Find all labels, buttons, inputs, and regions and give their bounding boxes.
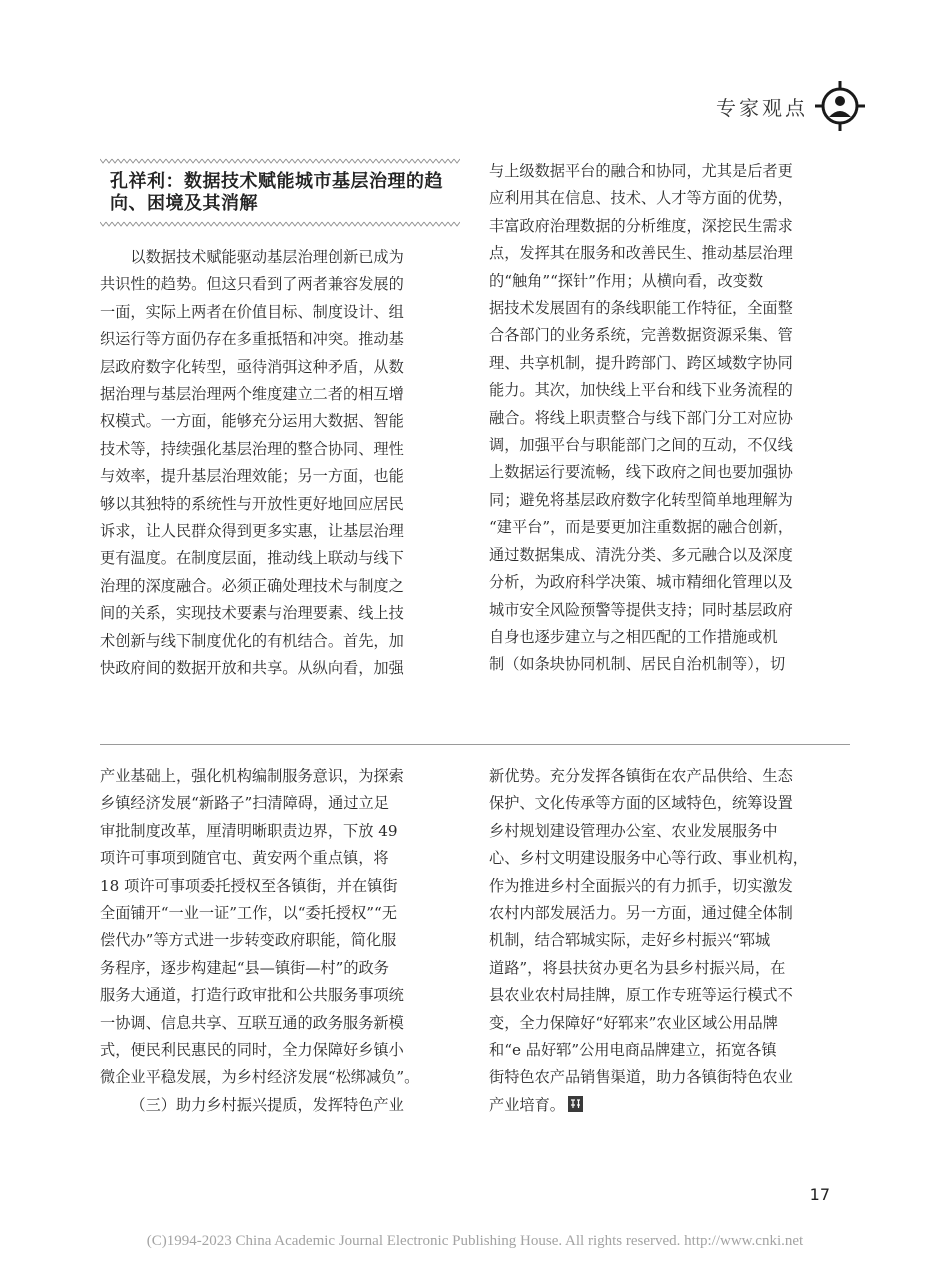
text-line: 与效率，提升基层治理效能；另一方面，也能 xyxy=(100,467,404,486)
text-line: 道路”，将县扶贫办更名为县乡村振兴局，在 xyxy=(489,958,786,977)
text-line: 全面铺开“一业一证”工作，以“委托授权”“无 xyxy=(100,904,398,923)
text-line: 农村内部发展活力。另一方面，通过健全体制 xyxy=(489,904,793,923)
text-line: 微企业平稳发展，为乡村经济发展“松绑减负”。 xyxy=(100,1068,420,1087)
text-line: 制（如条块协同机制、居民自治机制等），切 xyxy=(489,655,786,674)
text-line: 上数据运行要流畅，线下政府之间也要加强协 xyxy=(489,463,793,482)
text-line: 偿代办”等方式进一步转变政府职能，简化服 xyxy=(100,931,397,950)
text-line: 点，发挥其在服务和改善民生、推动基层治理 xyxy=(489,244,793,263)
second-article-column-left xyxy=(100,763,462,1119)
article-column-right xyxy=(489,158,851,679)
text-line: 务程序，逐步构建起“县—镇街—村”的政务 xyxy=(100,958,389,977)
section-divider xyxy=(100,744,850,745)
text-line: 织运行等方面仍存在多重抵牾和冲突。推动基 xyxy=(100,330,404,349)
text-line: 城市安全风险预警等提供支持；同时基层政府 xyxy=(489,600,793,619)
text-line: 自身也逐步建立与之相匹配的工作措施或机 xyxy=(489,627,778,646)
text-line: 能力。其次，加快线上平台和线下业务流程的 xyxy=(489,381,793,400)
second-article-column-right xyxy=(489,763,851,1119)
text-line: 通过数据集成、清洗分类、多元融合以及深度 xyxy=(489,545,793,564)
text-line: 共识性的趋势。但这只看到了两者兼容发展的 xyxy=(100,275,404,294)
text-line: 和“e 品好郓”公用电商品牌建立，拓宽各镇 xyxy=(489,1041,777,1060)
text-line: 保护、文化传承等方面的区域特色，统筹设置 xyxy=(489,794,793,813)
text-line: 快政府间的数据开放和共享。从纵向看，加强 xyxy=(100,659,404,678)
text-line: 机制，结合郓城实际，走好乡村振兴“郓城 xyxy=(489,931,771,950)
text-line: 融合。将线上职责整合与线下部门分工对应协 xyxy=(489,408,793,427)
text-line: 式，便民利民惠民的同时，全力保障好乡镇小 xyxy=(100,1041,404,1060)
text-line: 权模式。一方面，能够充分运用大数据、智能 xyxy=(100,412,404,431)
paragraph xyxy=(100,244,462,683)
text-line: 够以其独特的系统性与开放性更好地回应居民 xyxy=(100,494,404,513)
text-line: 产业基础上，强化机构编制服务意识，为探索 xyxy=(100,767,404,785)
text-line: 的“触角”“探针”作用；从横向看，改变数 xyxy=(489,271,764,290)
text-line: 心、乡村文明建设服务中心等行政、事业机构， xyxy=(489,849,808,868)
final-text: 产业培育。 xyxy=(489,1095,565,1114)
text-line: 项许可事项到随官屯、黄安两个重点镇，将 xyxy=(100,849,389,868)
page-number: 17 xyxy=(809,1185,830,1204)
copyright-notice: (C)1994-2023 China Academic Journal Electronic Publishing House. All rights reserved. http://www.cnki.net xyxy=(146,1233,804,1249)
text-line: 更有温度。在制度层面，推动线上联动与线下 xyxy=(100,549,404,568)
text-line: 据治理与基层治理两个维度建立二者的相互增 xyxy=(100,385,404,404)
subsection-heading: （三）助力乡村振兴提质，发挥特色产业 xyxy=(130,1095,404,1114)
text-line: 新优势。充分发挥各镇街在农产品供给、生态 xyxy=(489,767,793,785)
text-line: 分析，为政府科学决策、城市精细化管理以及 xyxy=(489,573,793,592)
text-line: 术创新与线下制度优化的有机结合。首先，加 xyxy=(100,631,404,650)
text-line: “建平台”，而是要更加注重数据的融合创新， xyxy=(489,518,794,537)
expert-profile-icon xyxy=(812,78,868,134)
text-line: 层政府数字化转型，亟待消弭这种矛盾，从数 xyxy=(100,357,404,376)
section-label: 专家观点 xyxy=(716,96,808,120)
article-headline: 孔祥利：数据技术赋能城市基层治理的趋向、困境及其消解 xyxy=(110,171,443,214)
text-line: 变，全力保障好“好郓来”农业区域公用品牌 xyxy=(489,1013,778,1032)
article-end-mark-icon xyxy=(568,1096,583,1112)
text-line: 据技术发展固有的条线职能工作特征，全面整 xyxy=(489,299,793,318)
text-line-last xyxy=(489,1092,851,1119)
text-line: 丰富政府治理数据的分析维度，深挖民生需求 xyxy=(489,216,793,235)
headline-bottom-ornament xyxy=(100,221,460,227)
text-line: 一协调、信息共享、互联互通的政务服务新模 xyxy=(100,1013,404,1032)
text-line: 技术等，持续强化基层治理的整合协同、理性 xyxy=(100,439,404,458)
text-line: 乡村规划建设管理办公室、农业发展服务中 xyxy=(489,821,778,840)
paragraph xyxy=(489,158,851,679)
text-line: 一面，实际上两者在价值目标、制度设计、组 xyxy=(100,302,404,321)
text-line: 与上级数据平台的融合和协同，尤其是后者更 xyxy=(489,162,793,180)
text-line: 理、共享机制，提升跨部门、跨区域数字协同 xyxy=(489,353,793,372)
text-line: 乡镇经济发展“新路子”扫清障碍，通过立足 xyxy=(100,794,389,813)
paragraph xyxy=(489,763,851,1119)
text-line: 以数据技术赋能驱动基层治理创新已成为 xyxy=(130,248,404,266)
text-line: 同；避免将基层政府数字化转型简单地理解为 xyxy=(489,490,793,509)
text-line: 调，加强平台与职能部门之间的互动，不仅线 xyxy=(489,436,793,455)
text-line: 应利用其在信息、技术、人才等方面的优势， xyxy=(489,189,793,208)
text-line: 间的关系，实现技术要素与治理要素、线上技 xyxy=(100,604,404,623)
headline-top-ornament xyxy=(100,158,460,164)
text-line: 服务大通道，打造行政审批和公共服务事项统 xyxy=(100,986,404,1005)
text-line: 诉求，让人民群众得到更多实惠，让基层治理 xyxy=(100,522,404,541)
text-line: 合各部门的业务系统，完善数据资源采集、管 xyxy=(489,326,793,345)
article-column-left xyxy=(100,244,462,683)
text-line: 街特色农产品销售渠道，助力各镇街特色农业 xyxy=(489,1068,793,1087)
text-line: 治理的深度融合。必须正确处理技术与制度之 xyxy=(100,576,404,595)
paragraph xyxy=(100,763,462,1119)
text-line: 18 项许可事项委托授权至各镇街，并在镇街 xyxy=(100,876,398,895)
text-line: 审批制度改革，厘清明晰职责边界，下放 49 xyxy=(100,821,398,840)
text-line: 作为推进乡村全面振兴的有力抓手，切实激发 xyxy=(489,876,793,895)
text-line: 县农业农村局挂牌，原工作专班等运行模式不 xyxy=(489,986,793,1005)
